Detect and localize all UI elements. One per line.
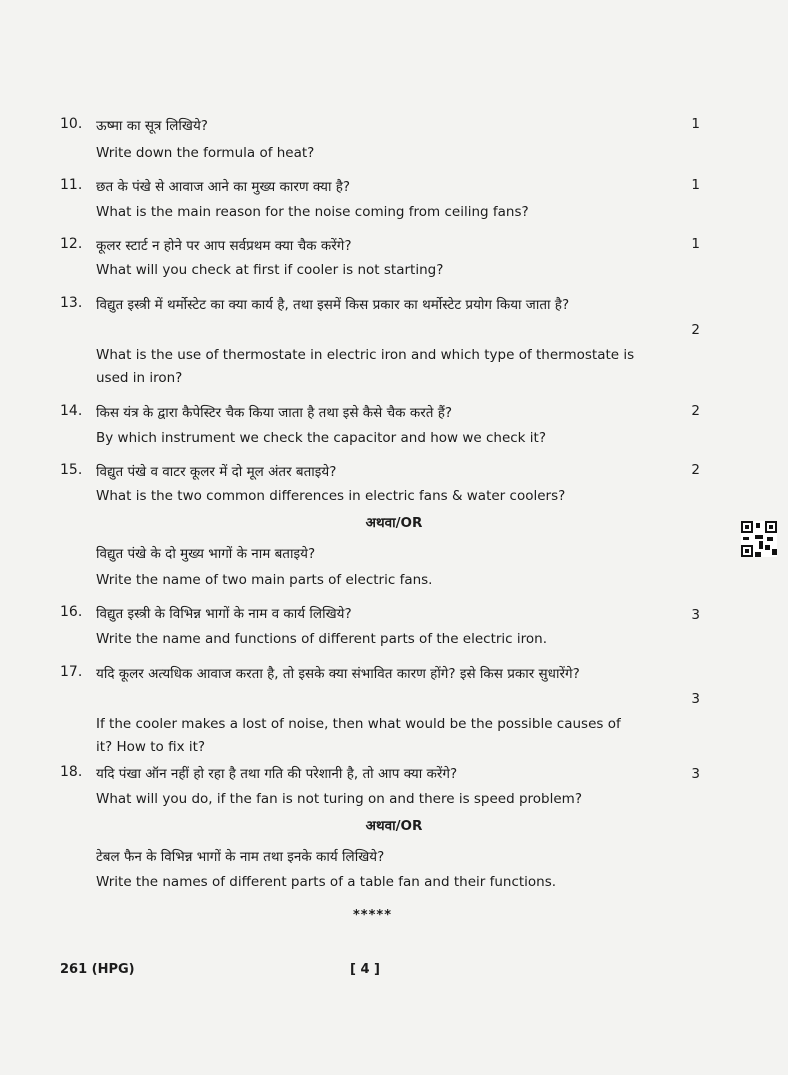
question-marks: 2 <box>691 403 700 419</box>
paper-code: 261 (HPG) <box>60 962 135 977</box>
question-marks: 3 <box>691 607 700 623</box>
question-number: 11. <box>60 177 83 193</box>
question-text-hindi: टेबल फैन के विभिन्न भागों के नाम तथा इनके कार्य लिखिये? <box>96 849 385 865</box>
question-text-hindi: विद्युत इस्त्री के विभिन्न भागों के नाम व कार्य लिखिये? <box>96 606 352 622</box>
question-marks: 1 <box>691 177 700 193</box>
question-text-hindi: कूलर स्टार्ट न होने पर आप सर्वप्रथम क्या चैक करेंगे? <box>96 238 352 254</box>
question-text-english: What will you check at first if cooler is not starting? <box>96 262 444 278</box>
end-of-paper-mark: ***** <box>353 908 392 923</box>
question-text-hindi: विद्युत इस्त्री में थर्मोस्टेट का क्या कार्य है, तथा इसमें किस प्रकार का थर्मोस्टेट प्रयोग किया जाता है? <box>96 297 570 313</box>
question-text-hindi: यदि पंखा ऑन नहीं हो रहा है तथा गति की परेशानी है, तो आप क्या करेंगे? <box>96 766 458 782</box>
question-text-english: Write the name and functions of different parts of the electric iron. <box>96 631 548 647</box>
question-marks: 3 <box>691 766 700 782</box>
question-number: 14. <box>60 403 83 419</box>
question-number: 17. <box>60 664 83 680</box>
question-text-english: Write the name of two main parts of electric fans. <box>96 572 433 588</box>
question-text-english: What is the two common differences in electric fans & water coolers? <box>96 488 566 504</box>
question-number: 10. <box>60 116 83 132</box>
question-text-hindi: ऊष्मा का सूत्र लिखिये? <box>96 118 208 134</box>
question-text-hindi: छत के पंखे से आवाज आने का मुख्य कारण क्या है? <box>96 179 351 195</box>
question-text-english-cont: used in iron? <box>96 370 183 386</box>
question-text-hindi: विद्युत पंखे व वाटर कूलर में दो मूल अंतर बताइये? <box>96 464 337 480</box>
question-marks: 3 <box>691 691 700 707</box>
question-text-hindi: यदि कूलर अत्यधिक आवाज करता है, तो इसके क्या संभावित कारण होंगे? इसे किस प्रकार सुधारेंगे? <box>96 666 580 682</box>
question-marks: 1 <box>691 116 700 132</box>
or-separator: अथवा/OR <box>365 515 423 531</box>
question-text-english: By which instrument we check the capacitor and how we check it? <box>96 430 547 446</box>
or-separator: अथवा/OR <box>365 818 423 834</box>
question-number: 13. <box>60 295 83 311</box>
question-number: 15. <box>60 462 83 478</box>
question-number: 16. <box>60 604 83 620</box>
question-text-english: What is the use of thermostate in electric iron and which type of thermostate is <box>96 347 635 363</box>
question-marks: 2 <box>691 462 700 478</box>
question-text-english: If the cooler makes a lost of noise, then what would be the possible causes of <box>96 716 621 732</box>
qr-code-icon <box>741 521 777 557</box>
question-marks: 2 <box>691 322 700 338</box>
question-text-hindi: विद्युत पंखे के दो मुख्य भागों के नाम बताइये? <box>96 546 316 562</box>
question-number: 18. <box>60 764 83 780</box>
question-text-english: Write down the formula of heat? <box>96 145 315 161</box>
question-text-hindi: किस यंत्र के द्वारा कैपेस्टिर चैक किया जाता है तथा इसे कैसे चैक करते हैं? <box>96 405 453 421</box>
question-marks: 1 <box>691 236 700 252</box>
question-text-english-cont: it? How to fix it? <box>96 739 206 755</box>
page-number: [ 4 ] <box>350 962 380 977</box>
question-text-english: What will you do, if the fan is not turing on and there is speed problem? <box>96 791 582 807</box>
question-number: 12. <box>60 236 83 252</box>
question-text-english: Write the names of different parts of a table fan and their functions. <box>96 874 557 890</box>
question-text-english: What is the main reason for the noise coming from ceiling fans? <box>96 204 529 220</box>
